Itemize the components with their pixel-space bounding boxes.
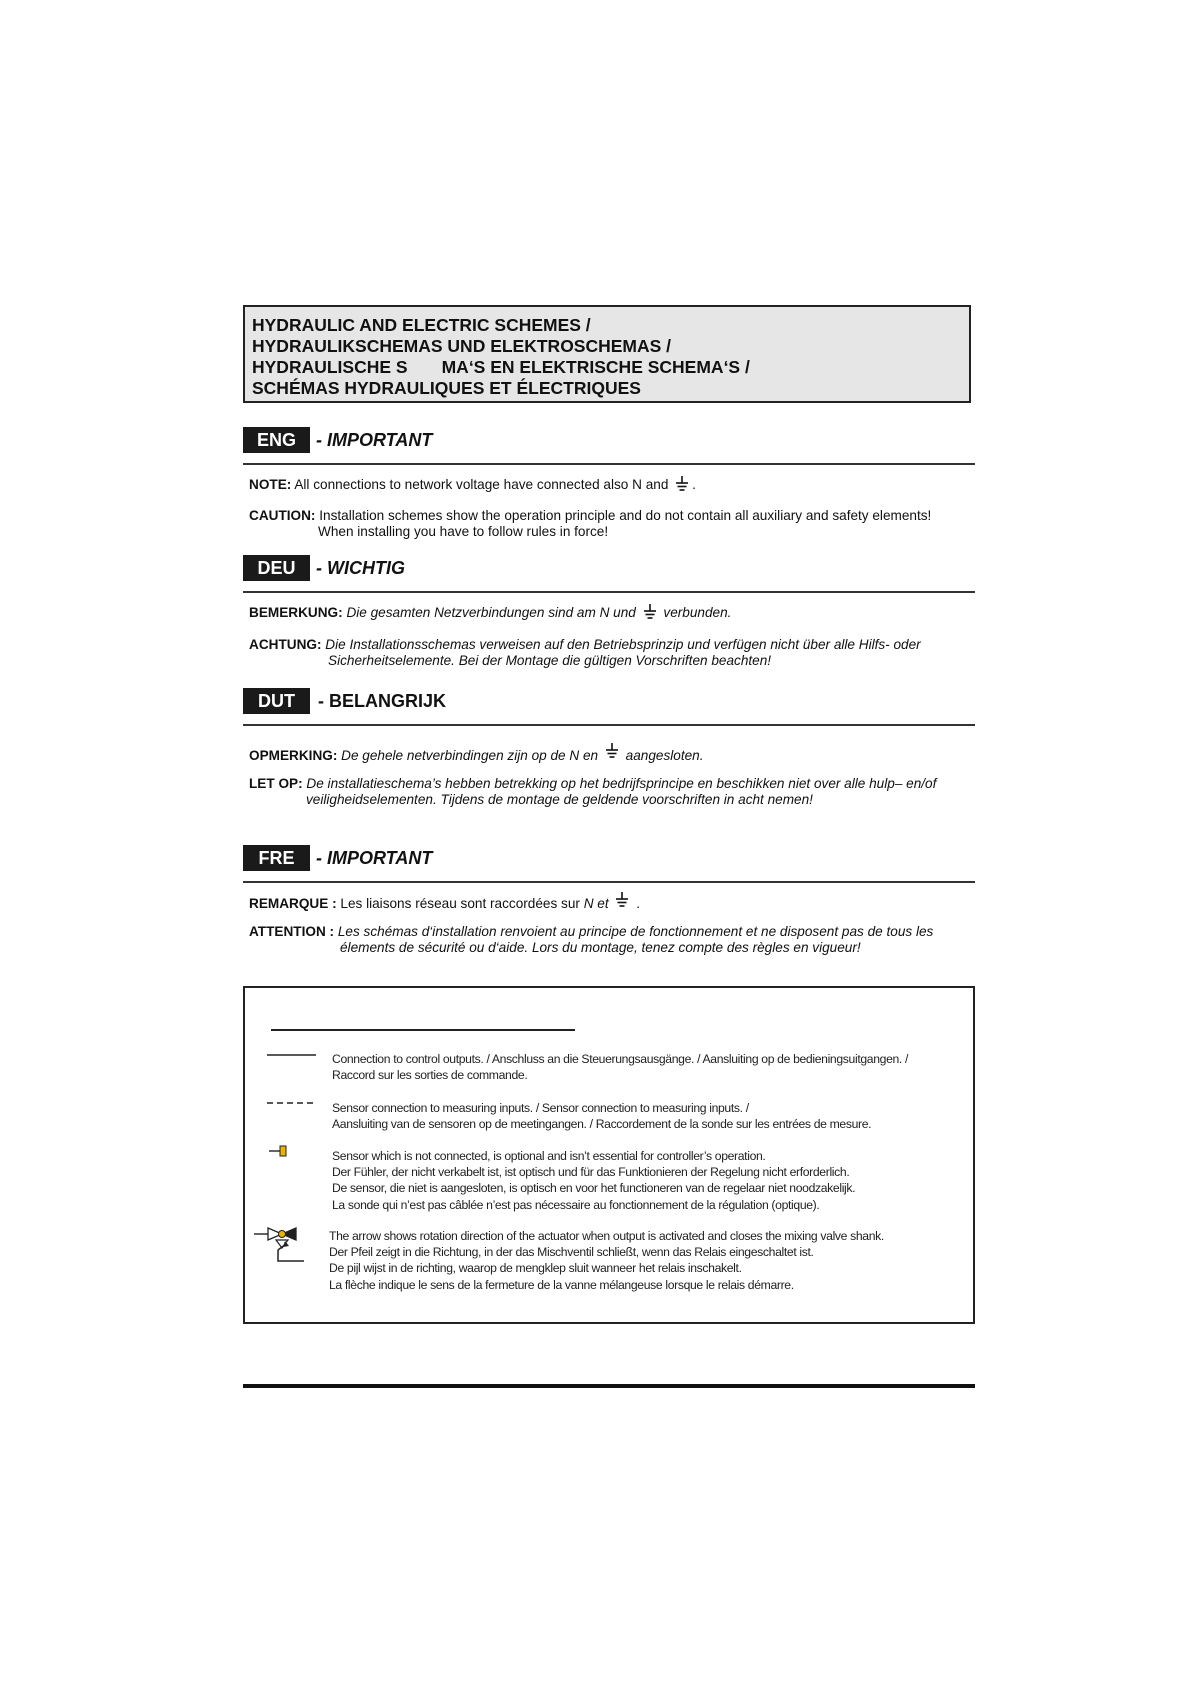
legend-item-mixing-valve: [329, 1228, 884, 1293]
note-label: NOTE:: [249, 477, 292, 492]
caution-line-2: Sicherheitselemente. Bei der Montage die gültigen Vorschriften beachten!: [328, 653, 772, 668]
legend-line: Der Pfeil zeigt in die Richtung, in der das Mischventil schließt, wenn das Relais eingeschaltet ist.: [329, 1245, 814, 1260]
optional-sensor-icon: [269, 1144, 291, 1158]
caution-line-2: When installing you have to follow rules in force!: [318, 524, 609, 539]
title-line-4: SCHÉMAS HYDRAULIQUES ET ÉLECTRIQUES: [252, 378, 641, 398]
legend-line: Sensor which is not connected, is optional and isn’t essential for controller’s operation.: [332, 1149, 766, 1163]
section-rule-dut: [243, 724, 975, 726]
legend-line: Connection to control outputs. / Anschluss an die Steuerungsausgänge. / Aansluiting op de bedieningsuitgangen. /: [332, 1052, 909, 1066]
legend-line: De pijl wijst in de richting, waarop de mengklep sluit wanneer het relais inschakelt.: [329, 1261, 742, 1276]
title-line-1: HYDRAULIC AND ELECTRIC SCHEMES /: [252, 315, 591, 335]
legend-item-dashed-line: [332, 1100, 871, 1132]
solid-line-symbol-icon: [267, 1052, 317, 1058]
legend-line: La sonde qui n’est pas câblée n’est pas nécessaire au fonctionnement de la régulation (optique).: [332, 1197, 820, 1212]
caution-label: ATTENTION :: [249, 924, 335, 939]
note-text: Die gesamten Netzverbindungen sind am N und: [346, 605, 636, 620]
legend-item-optional-sensor: [332, 1148, 855, 1213]
note-label: REMARQUE :: [249, 896, 337, 911]
mixing-valve-arrow-icon: [254, 1224, 306, 1266]
legend-line: De sensor, die niet is aangesloten, is optisch en voor het functioneren van de regelaar niet noodzakelijk.: [332, 1181, 856, 1196]
note-after: .: [636, 896, 640, 911]
caution-dut: [249, 776, 974, 808]
note-after: aangesloten.: [625, 748, 704, 763]
note-fre: [249, 892, 974, 912]
lang-badge-deu: DEU: [243, 555, 310, 581]
caution-deu: [249, 637, 974, 669]
caution-line-2: veiligheidselementen. Tijdens de montage de geldende voorschriften in acht nemen!: [306, 792, 813, 807]
lang-badge-fre: FRE: [243, 845, 310, 871]
note-italic: N et: [583, 896, 609, 911]
caution-fre: [249, 924, 974, 956]
section-title-fre: - IMPORTANT: [316, 848, 433, 868]
lang-badge-eng: ENG: [243, 427, 310, 453]
note-text: De gehele netverbindingen zijn op de N en: [341, 748, 599, 763]
section-title-deu: - WICHTIG: [316, 558, 405, 578]
title-line-2: HYDRAULIKSCHEMAS UND ELEKTROSCHEMAS /: [252, 336, 672, 356]
section-rule-eng: [243, 463, 975, 465]
note-text: All connections to network voltage have connected also N and: [294, 477, 669, 492]
ground-icon: [604, 743, 620, 759]
caution-line-1: Les schémas d‘installation renvoient au principe de fonctionnement et ne disposent pas de tous les: [337, 924, 934, 939]
caution-line-1: Installation schemes show the operation principle and do not contain all auxiliary and safety elements!: [319, 508, 932, 523]
note-eng: [249, 476, 974, 493]
ground-icon: [614, 892, 630, 908]
title-box: [243, 305, 971, 403]
legend-line: Der Fühler, der nicht verkabelt ist, ist optisch und für das Funktionieren der Regelung nicht erforderlich.: [332, 1165, 850, 1180]
section-title-dut: - BELANGRIJK: [318, 691, 447, 711]
note-text: Les liaisons réseau sont raccordées sur: [340, 896, 580, 911]
caution-label: ACHTUNG:: [249, 637, 322, 652]
note-label: OPMERKING:: [249, 748, 338, 763]
section-title-eng: - IMPORTANT: [316, 430, 433, 450]
note-deu: [249, 604, 974, 621]
note-after: .: [692, 477, 696, 492]
note-label: BEMERKUNG:: [249, 605, 343, 620]
page-bottom-rule: [243, 1384, 975, 1388]
caution-label: LET OP:: [249, 776, 303, 791]
title-line-3: HYDRAULISCHE S MA‘S EN ELEKTRISCHE SCHEMA‘S /: [252, 357, 750, 377]
legend-line: Sensor connection to measuring inputs. / Sensor connection to measuring inputs. /: [332, 1101, 749, 1115]
caution-eng: [249, 508, 974, 540]
legend-heading-underline: [271, 1029, 575, 1031]
legend-item-solid-line: [332, 1051, 908, 1083]
legend-line: La flèche indique le sens de la fermeture de la vanne mélangeuse lorsque le relais démarre.: [329, 1277, 794, 1292]
note-after: verbunden.: [663, 605, 732, 620]
caution-line-2: élements de sécurité ou d‘aide. Lors du montage, tenez compte des règles en vigueur!: [340, 940, 861, 955]
ground-icon: [674, 476, 690, 492]
caution-line-1: De installatieschema’s hebben betrekking op het bedrijfsprincipe en beschikken niet over alle hulp– en/of: [306, 776, 937, 791]
ground-icon: [642, 604, 658, 620]
legend-line: Aansluiting van de sensoren op de meetingangen. / Raccordement de la sonde sur les entrées de mesure.: [332, 1117, 872, 1132]
section-rule-deu: [243, 591, 975, 593]
caution-label: CAUTION:: [249, 508, 316, 523]
dashed-line-symbol-icon: [267, 1100, 317, 1106]
legend-line: The arrow shows rotation direction of the actuator when output is activated and closes the mixing valve shank.: [329, 1229, 884, 1243]
lang-badge-dut: DUT: [243, 688, 310, 714]
legend-line: Raccord sur les sorties de commande.: [332, 1068, 528, 1083]
caution-line-1: Die Installationsschemas verweisen auf den Betriebsprinzip und verfügen nicht über alle Hilfs- oder: [325, 637, 921, 652]
section-rule-fre: [243, 881, 975, 883]
note-dut: [249, 743, 974, 764]
